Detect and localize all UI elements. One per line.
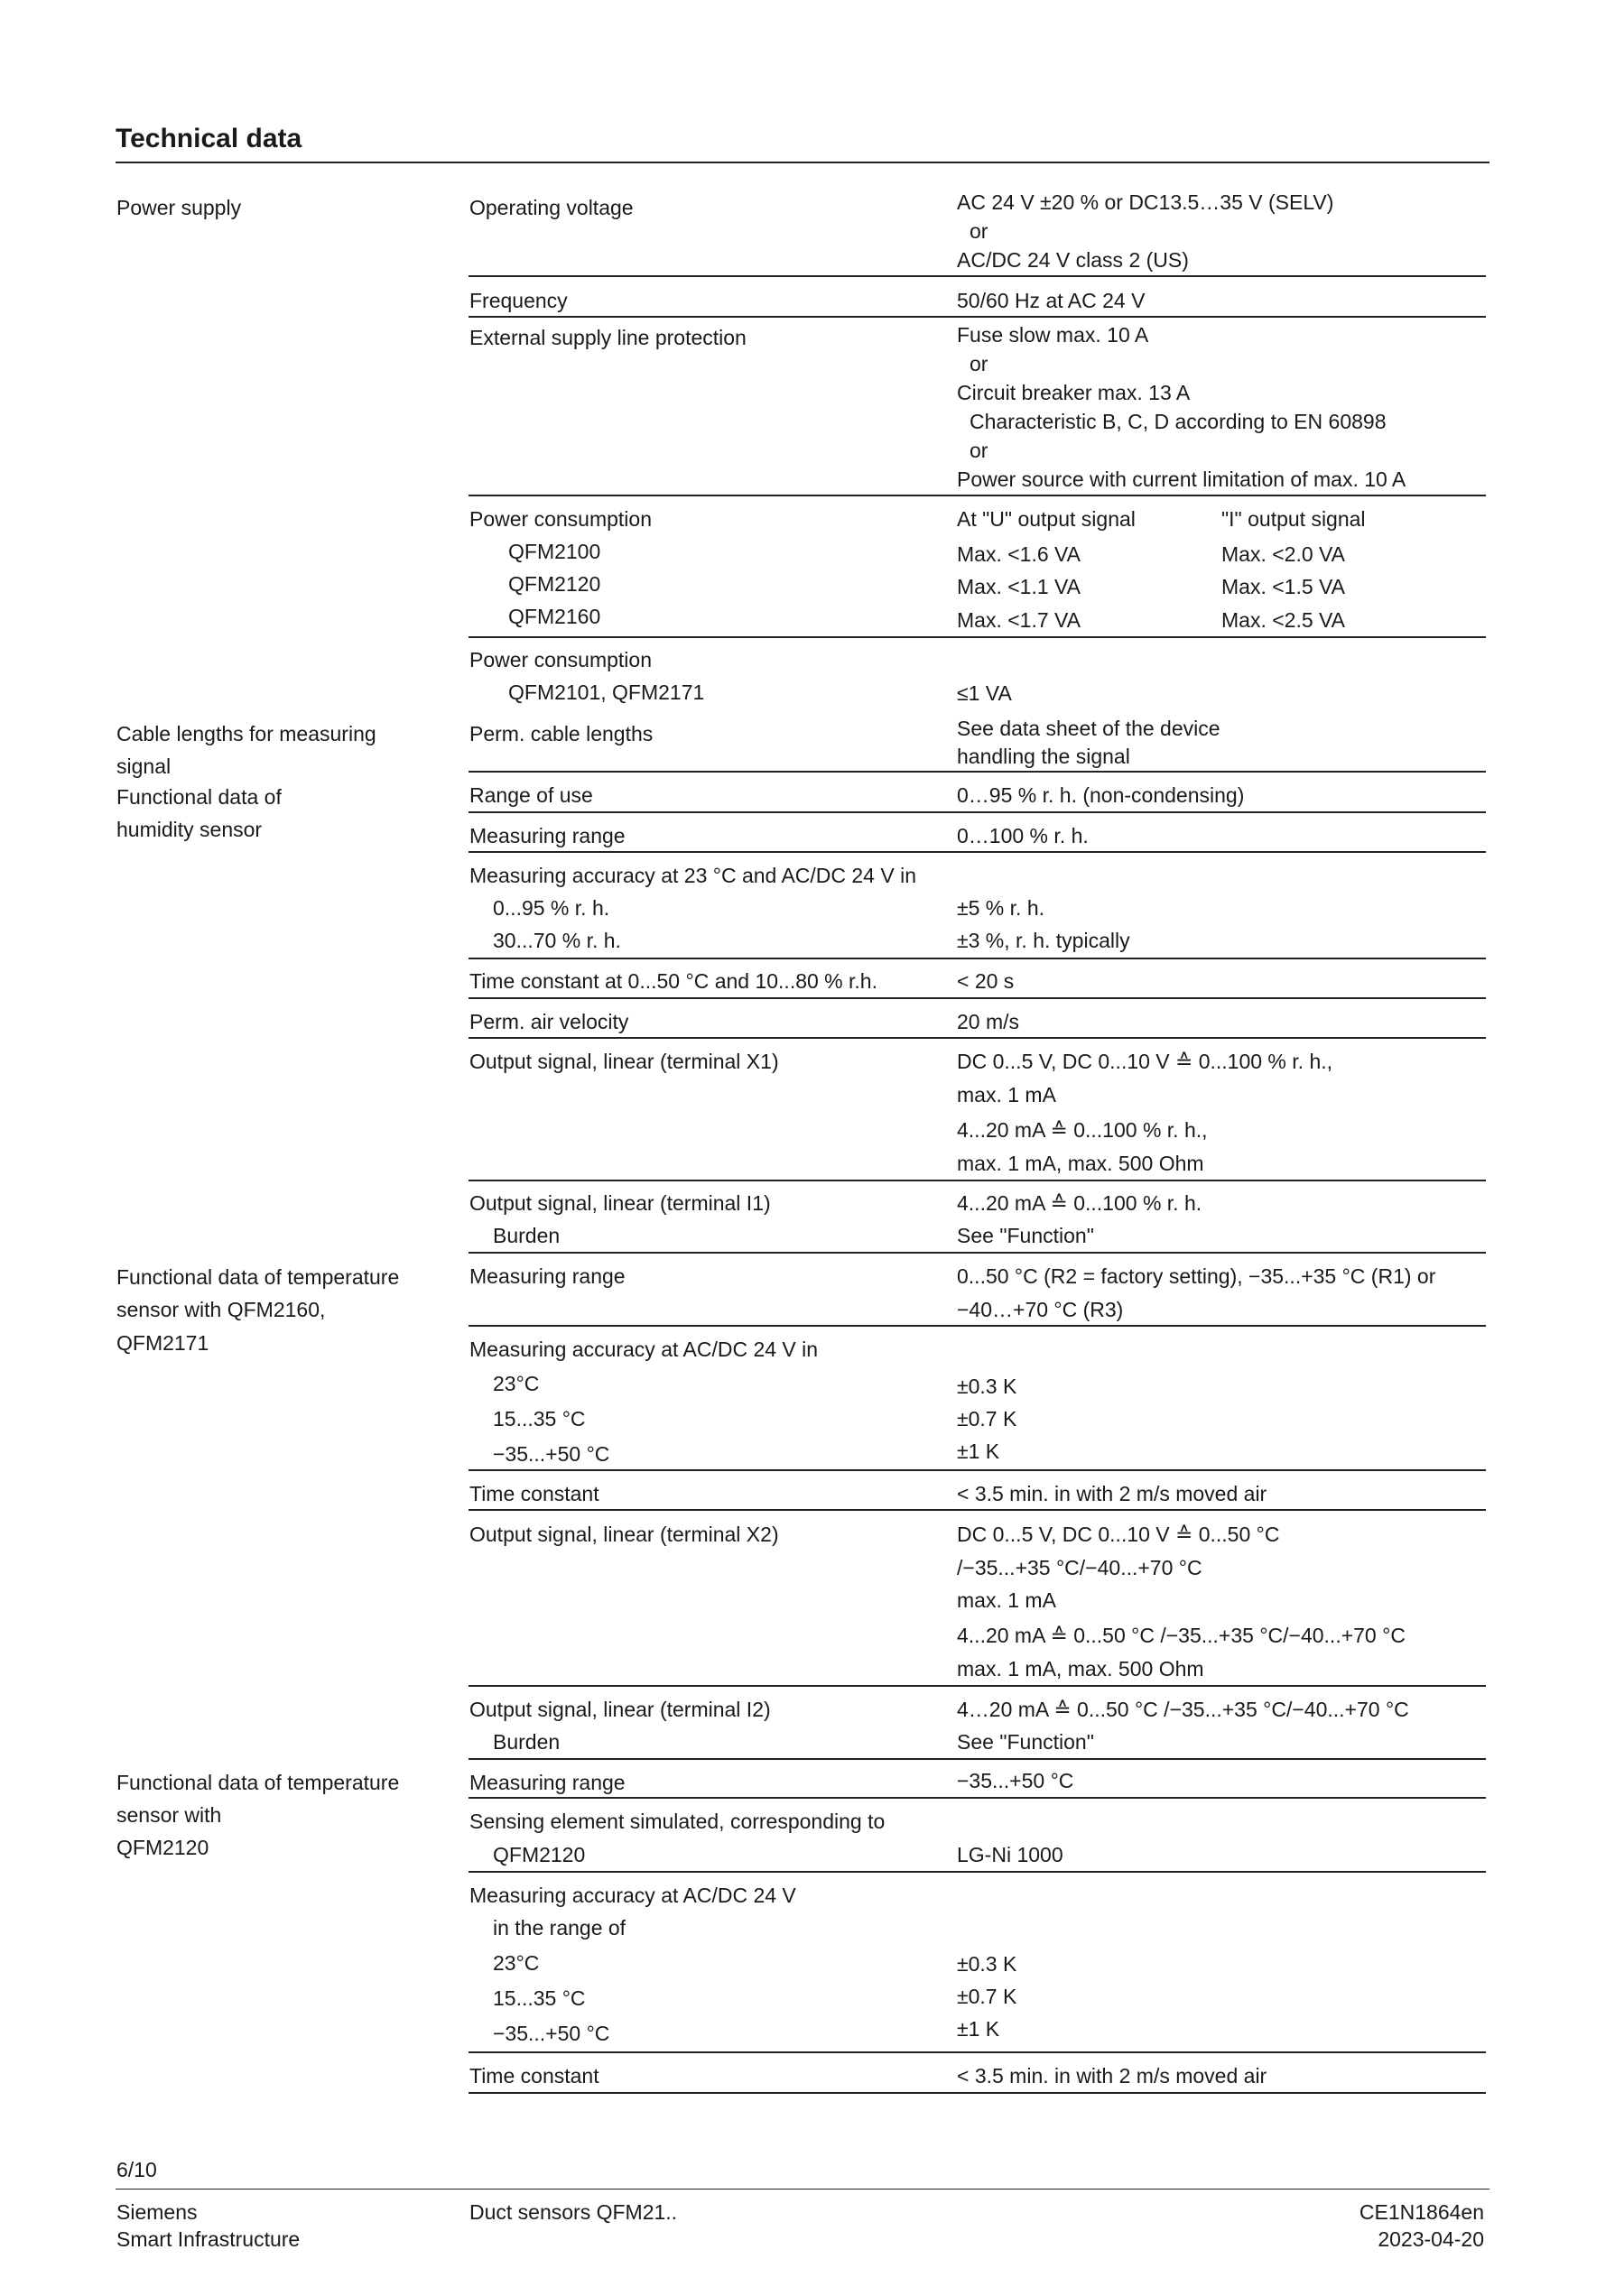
power-consumption2-label: Power consumption	[469, 648, 652, 671]
power-model-2: QFM2120	[508, 572, 601, 596]
row-rule	[469, 636, 1486, 638]
footer-date: 2023-04-20	[1378, 2227, 1484, 2251]
output-i1-sub: Burden	[493, 1224, 561, 1247]
range-of-use-value: 0…95 % r. h. (non-condensing)	[957, 783, 1245, 807]
ext-protection-label: External supply line protection	[469, 326, 747, 349]
measuring-range-h-label: Measuring range	[469, 824, 626, 847]
group-temp2120-3: QFM2120	[116, 1836, 209, 1859]
output-x1-value-2: max. 1 mA	[957, 1083, 1056, 1106]
sensing-element-value: LG-Ni 1000	[957, 1843, 1063, 1866]
measuring-range-h-value: 0…100 % r. h.	[957, 824, 1089, 847]
row-rule	[469, 1325, 1486, 1327]
cable-value-2: handling the signal	[957, 745, 1130, 768]
row-rule	[469, 1037, 1486, 1039]
accuracy-t2-label2: in the range of	[493, 1916, 626, 1940]
footer-division: Smart Infrastructure	[116, 2227, 301, 2251]
accuracy-t-value-2: ±0.7 K	[957, 1407, 1017, 1430]
accuracy-t2-sub-2: 15...35 °C	[493, 1986, 586, 2010]
range-of-use-label: Range of use	[469, 783, 593, 807]
power-consumption2-value: ≤1 VA	[957, 681, 1012, 705]
output-x2-value-1: DC 0...5 V, DC 0...10 V ≙ 0...50 °C	[957, 1523, 1280, 1546]
output-i2-value-2: See "Function"	[957, 1730, 1094, 1754]
measuring-range-t-label: Measuring range	[469, 1264, 626, 1288]
output-i2-label: Output signal, linear (terminal I2)	[469, 1698, 771, 1721]
accuracy-t-sub-1: 23°C	[493, 1372, 540, 1395]
group-cable-lengths-2: signal	[116, 755, 172, 778]
output-x1-value-4: max. 1 mA, max. 500 Ohm	[957, 1152, 1204, 1175]
sensing-element-sub: QFM2120	[493, 1843, 586, 1866]
ext-protection-value-3: Circuit breaker max. 13 A	[957, 381, 1191, 404]
ext-protection-value-6: Power source with current limitation of max. 10 A	[957, 468, 1406, 491]
power-col-u-header: At "U" output signal	[957, 507, 1136, 531]
row-rule	[469, 2092, 1486, 2094]
row-rule	[469, 811, 1486, 813]
accuracy-t2-value-3: ±1 K	[957, 2017, 1000, 2041]
accuracy-t-value-1: ±0.3 K	[957, 1375, 1017, 1398]
row-rule	[469, 495, 1486, 496]
time-constant-t2-value: < 3.5 min. in with 2 m/s moved air	[957, 2064, 1267, 2088]
footer-product: Duct sensors QFM21..	[469, 2200, 678, 2224]
accuracy-t2-value-1: ±0.3 K	[957, 1952, 1017, 1976]
group-temp2160-3: QFM2171	[116, 1331, 209, 1355]
accuracy-h-sub-2: 30...70 % r. h.	[493, 929, 621, 952]
row-rule	[469, 771, 1486, 773]
power-i-1: Max. <2.0 VA	[1221, 542, 1346, 566]
output-x2-value-4: 4...20 mA ≙ 0...50 °C /−35...+35 °C/−40...+70 °C	[957, 1624, 1406, 1647]
output-x1-label: Output signal, linear (terminal X1)	[469, 1050, 779, 1073]
measuring-range-t-value-2: −40…+70 °C (R3)	[957, 1298, 1124, 1321]
footer-rule	[116, 2189, 1489, 2190]
output-i1-label: Output signal, linear (terminal I1)	[469, 1191, 771, 1215]
output-x2-value-2: /−35...+35 °C/−40...+70 °C	[957, 1556, 1202, 1579]
time-constant-t2-label: Time constant	[469, 2064, 599, 2088]
power-model-1: QFM2100	[508, 540, 601, 563]
time-constant-t-value: < 3.5 min. in with 2 m/s moved air	[957, 1482, 1267, 1505]
output-x2-value-5: max. 1 mA, max. 500 Ohm	[957, 1657, 1204, 1680]
row-rule	[469, 958, 1486, 959]
operating-voltage-label: Operating voltage	[469, 196, 634, 219]
power-col-i-header: "I" output signal	[1221, 507, 1366, 531]
page-title: Technical data	[116, 124, 302, 153]
operating-voltage-value-2: or	[970, 219, 988, 243]
output-i1-value-1: 4...20 mA ≙ 0...100 % r. h.	[957, 1191, 1202, 1215]
accuracy-t2-label: Measuring accuracy at AC/DC 24 V	[469, 1884, 796, 1907]
title-rule	[116, 162, 1489, 163]
group-temp2120-2: sensor with	[116, 1803, 222, 1827]
group-power-supply: Power supply	[116, 196, 242, 219]
row-rule	[469, 1180, 1486, 1181]
frequency-label: Frequency	[469, 289, 568, 312]
group-temp2120-1: Functional data of temperature	[116, 1771, 400, 1794]
power-u-2: Max. <1.1 VA	[957, 575, 1081, 598]
row-rule	[469, 1509, 1486, 1511]
group-humidity-2: humidity sensor	[116, 818, 263, 841]
power-u-1: Max. <1.6 VA	[957, 542, 1081, 566]
footer-doc-id: CE1N1864en	[1359, 2200, 1484, 2224]
row-rule	[469, 1758, 1486, 1760]
group-cable-lengths-1: Cable lengths for measuring	[116, 722, 376, 745]
time-constant-h-label: Time constant at 0...50 °C and 10...80 % r.h.	[469, 969, 877, 993]
cable-value-1: See data sheet of the device	[957, 717, 1220, 740]
ext-protection-value-5: or	[970, 439, 988, 462]
row-rule	[469, 275, 1486, 277]
ext-protection-value-1: Fuse slow max. 10 A	[957, 323, 1149, 347]
output-i2-value-1: 4…20 mA ≙ 0...50 °C /−35...+35 °C/−40...+70 °C	[957, 1698, 1409, 1721]
air-velocity-label: Perm. air velocity	[469, 1010, 629, 1033]
page-number: 6/10	[116, 2158, 157, 2181]
frequency-value: 50/60 Hz at AC 24 V	[957, 289, 1146, 312]
accuracy-h-value-2: ±3 %, r. h. typically	[957, 929, 1130, 952]
accuracy-h-sub-1: 0...95 % r. h.	[493, 896, 610, 920]
output-i1-value-2: See "Function"	[957, 1224, 1094, 1247]
power-consumption-label: Power consumption	[469, 507, 652, 531]
power-u-3: Max. <1.7 VA	[957, 608, 1081, 632]
accuracy-t2-value-2: ±0.7 K	[957, 1985, 1017, 2008]
ext-protection-value-4: Characteristic B, C, D according to EN 60898	[970, 410, 1387, 433]
air-velocity-value: 20 m/s	[957, 1010, 1020, 1033]
accuracy-h-value-1: ±5 % r. h.	[957, 896, 1044, 920]
row-rule	[469, 1871, 1486, 1873]
output-i2-sub: Burden	[493, 1730, 561, 1754]
row-rule	[469, 851, 1486, 853]
row-rule	[469, 1685, 1486, 1687]
output-x2-value-3: max. 1 mA	[957, 1588, 1056, 1612]
accuracy-t-value-3: ±1 K	[957, 1440, 1000, 1463]
row-rule	[469, 316, 1486, 318]
ext-protection-value-2: or	[970, 352, 988, 375]
row-rule	[469, 997, 1486, 999]
accuracy-t-sub-2: 15...35 °C	[493, 1407, 586, 1430]
measuring-range-t2-value: −35...+50 °C	[957, 1769, 1074, 1792]
power-model-3: QFM2160	[508, 605, 601, 628]
accuracy-t-sub-3: −35...+50 °C	[493, 1442, 610, 1466]
group-humidity-1: Functional data of	[116, 785, 282, 809]
accuracy-t-label: Measuring accuracy at AC/DC 24 V in	[469, 1338, 819, 1361]
power-i-2: Max. <1.5 VA	[1221, 575, 1346, 598]
accuracy-t2-sub-1: 23°C	[493, 1951, 540, 1975]
power-i-3: Max. <2.5 VA	[1221, 608, 1346, 632]
measuring-range-t-value-1: 0...50 °C (R2 = factory setting), −35...+35 °C (R1) or	[957, 1264, 1436, 1288]
group-temp2160-1: Functional data of temperature	[116, 1265, 400, 1289]
operating-voltage-value-3: AC/DC 24 V class 2 (US)	[957, 248, 1189, 272]
cable-label: Perm. cable lengths	[469, 722, 654, 745]
sensing-element-label: Sensing element simulated, corresponding to	[469, 1810, 886, 1833]
accuracy-h-label: Measuring accuracy at 23 °C and AC/DC 24 V in	[469, 864, 916, 887]
row-rule	[469, 1252, 1486, 1254]
accuracy-t2-sub-3: −35...+50 °C	[493, 2022, 610, 2045]
operating-voltage-value-1: AC 24 V ±20 % or DC13.5…35 V (SELV)	[957, 190, 1334, 214]
output-x1-value-3: 4...20 mA ≙ 0...100 % r. h.,	[957, 1118, 1208, 1142]
row-rule	[469, 2051, 1486, 2053]
output-x2-label: Output signal, linear (terminal X2)	[469, 1523, 779, 1546]
power-consumption2-model: QFM2101, QFM2171	[508, 680, 705, 704]
time-constant-t-label: Time constant	[469, 1482, 599, 1505]
measuring-range-t2-label: Measuring range	[469, 1771, 626, 1794]
row-rule	[469, 1797, 1486, 1799]
footer-company: Siemens	[116, 2200, 198, 2224]
output-x1-value-1: DC 0...5 V, DC 0...10 V ≙ 0...100 % r. h.,	[957, 1050, 1333, 1073]
group-temp2160-2: sensor with QFM2160,	[116, 1298, 326, 1321]
row-rule	[469, 1469, 1486, 1471]
time-constant-h-value: < 20 s	[957, 969, 1015, 993]
